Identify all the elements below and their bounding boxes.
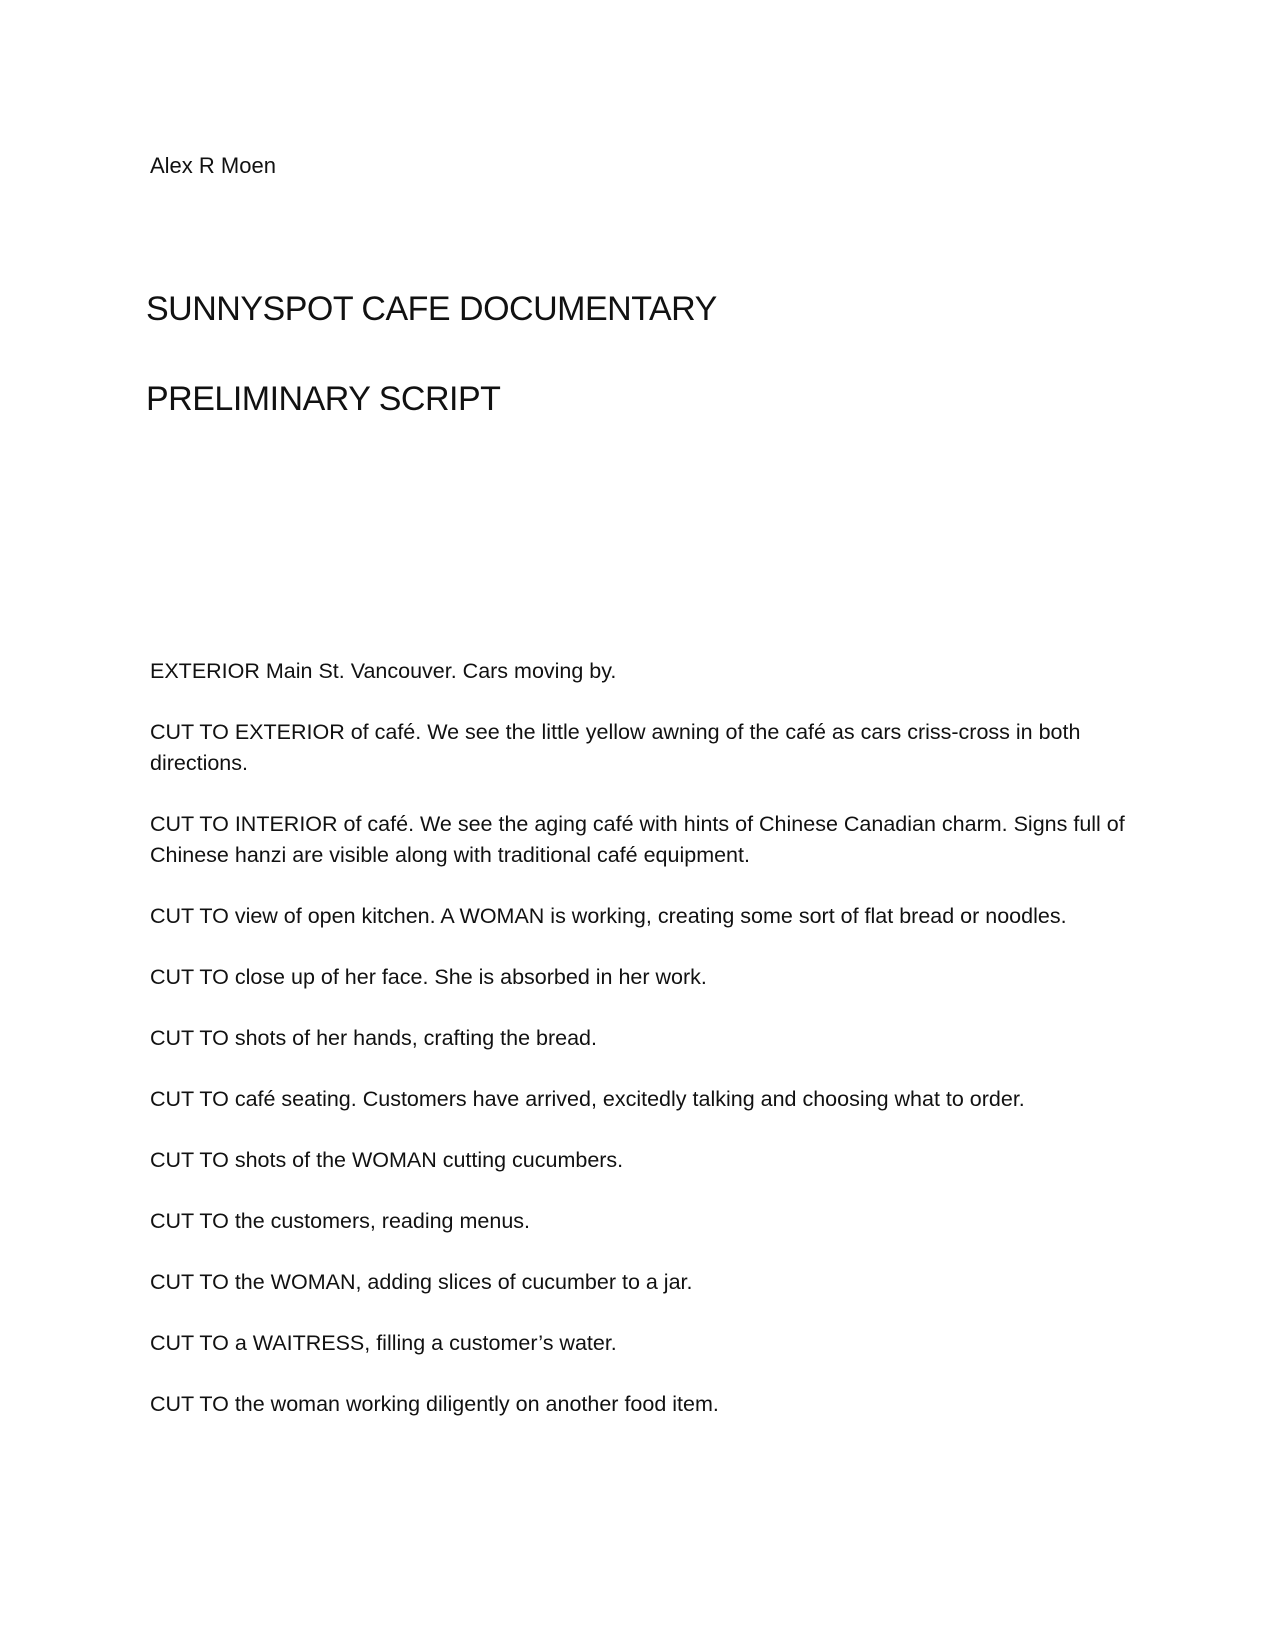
script-line: CUT TO shots of the WOMAN cutting cucumbers. [150,1148,624,1172]
document-title: SUNNYSPOT CAFE DOCUMENTARY [146,290,717,328]
script-line: EXTERIOR Main St. Vancouver. Cars moving by. [150,659,617,683]
script-line: CUT TO the woman working diligently on another food item. [150,1392,719,1416]
script-line: CUT TO shots of her hands, crafting the bread. [150,1026,597,1050]
document-subtitle: PRELIMINARY SCRIPT [146,380,501,418]
script-line: CUT TO the WOMAN, adding slices of cucumber to a jar. [150,1270,693,1294]
script-line: CUT TO close up of her face. She is absorbed in her work. [150,965,707,989]
script-line: CUT TO café seating. Customers have arrived, excitedly talking and choosing what to order. [150,1087,1025,1111]
script-line: CUT TO a WAITRESS, filling a customer’s water. [150,1331,617,1355]
author-name: Alex R Moen [150,153,276,178]
script-line: CUT TO view of open kitchen. A WOMAN is working, creating some sort of flat bread or noodles. [150,904,1067,928]
script-line: CUT TO INTERIOR of café. We see the aging café with hints of Chinese Canadian charm. Signs full of Chinese hanzi are visible along with traditional café equipment. [150,812,1125,867]
script-body [150,656,1140,1450]
script-line: CUT TO EXTERIOR of café. We see the little yellow awning of the café as cars criss-cross in both directions. [150,720,1081,775]
script-line: CUT TO the customers, reading menus. [150,1209,530,1233]
